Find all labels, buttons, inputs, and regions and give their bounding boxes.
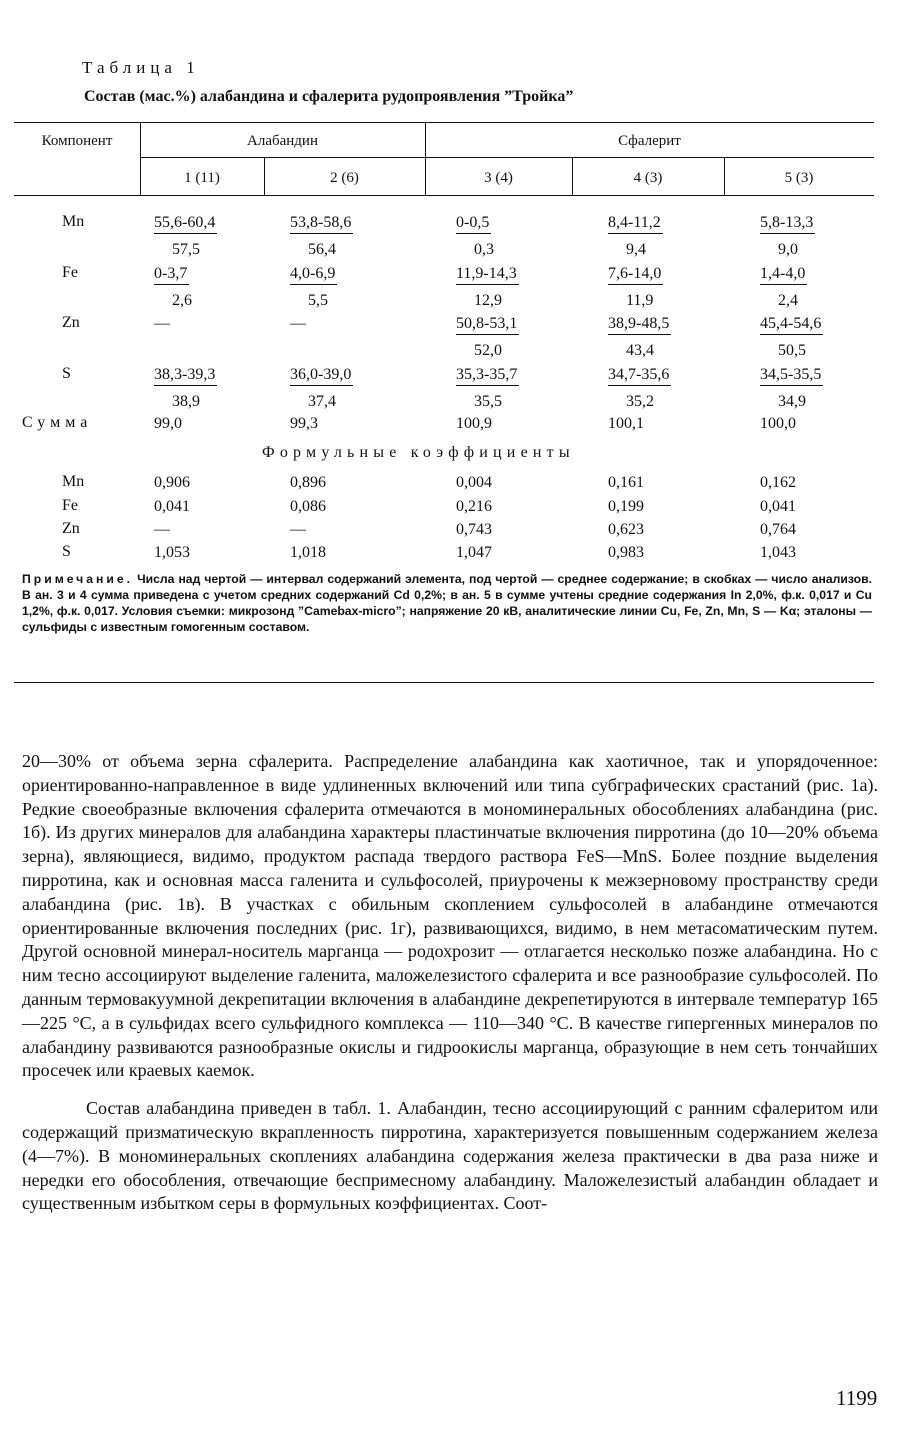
mean-value: 12,9 [474,292,502,309]
mean-value: 43,4 [626,342,654,359]
value-cell [760,314,856,360]
sum-label: Сумма [22,414,93,431]
value-cell [290,264,386,310]
mean-value: 37,4 [308,393,336,410]
value-cell [154,365,250,411]
sum-value: 100,1 [608,415,644,432]
mean-value: 11,9 [626,292,654,309]
coefficient-value: 0,004 [456,474,492,491]
range-value: 45,4-54,6 [760,314,823,335]
coefficient-value: 0,161 [608,474,644,491]
mean-value: 35,5 [474,393,502,410]
range-value: — [290,315,306,332]
coefficient-value: — [154,521,170,538]
value-cell [290,365,386,411]
coefficient-value: 0,162 [760,474,796,491]
row-label: S [62,543,71,560]
range-value: 11,9-14,3 [456,264,519,285]
coefficient-value: 1,018 [290,544,326,561]
row-label: Mn [62,213,85,230]
header-bottom-rule [14,195,874,196]
table-label: Таблица 1 [82,58,200,77]
range-value: 55,6-60,4 [154,213,217,234]
header-sphalerite: Сфалерит [618,133,681,149]
coefficient-value: 0,086 [290,498,326,515]
range-value: 38,3-39,3 [154,365,217,386]
sum-value: 100,9 [456,415,492,432]
range-value: 5,8-13,3 [760,213,815,234]
sum-value: 99,0 [154,415,182,432]
table-top-rule [14,122,874,123]
row-label: Mn [62,473,85,490]
paragraph: Состав алабандина приведен в табл. 1. Алабандин, тесно ассоциирующий с ранним сфалеритом или содержащий призматическую вкрапленность пирротина, характеризуется повышенным содержанием железа (4—7%). В мономинеральных скоплениях алабандина содержания железа практически в два раза ниже и нередки его обособления, отвечающие беспримесному алабандину. Маложелезистый алабандин обладает и существенным избытком серы в формульных коэффициентах. Соот- [22,1098,878,1214]
mean-value: 2,6 [172,292,192,309]
mean-value: 50,5 [778,342,806,359]
coefficient-value: — [290,521,306,538]
row-label: Zn [62,520,80,537]
row-label: Fe [62,264,78,281]
mean-value: 52,0 [474,342,502,359]
formula-subheading: Формульные коэффициенты [262,444,575,461]
sum-value: 100,0 [760,415,796,432]
coefficient-value: 0,216 [456,498,492,515]
value-cell [456,365,552,411]
range-value: 1,4-4,0 [760,264,807,285]
value-cell [456,314,552,360]
range-value: 0-0,5 [456,213,491,234]
range-value: 38,9-48,5 [608,314,671,335]
coefficient-value: 0,896 [290,474,326,491]
value-cell [608,213,704,259]
paragraph: 20—30% от объема зерна сфалерита. Распределение алабандина как хаотичное, так и упорядоченное: ориентированно-направленное в виде удлиненных включений или типа субграфических срастаний (рис. 1а). Редкие своеобразные включения сфалерита отмечаются в мономинеральных обособлениях алабандина (рис. 1б). Из других минералов для алабандина характеры пластинчатые включения пирротина (до 10—20% объема зерна), являющиеся, видимо, продуктом распада твердого раствора FeS—MnS. Более поздние выделения пирротина, как и основная масса галенита и сульфосолей, приурочены к межзерновому пространству среди алабандина (рис. 1в). В участках с обильным скоплением сульфосолей в алабандине отмечаются ориентированные включения последних (рис. 1г), развивающихся, видимо, в нем метасоматическим путем. Другой основной минерал-носитель марганца — родохрозит — отлагается несколько позже алабандина. Но с ним тесно ассоциируют выделение галенита, маложелезистого сфалерита и все разнообразие сульфосолей. По данным термовакуумной декрепитации включения в алабандине декрепетируются в интервале температур 165—225 °С, а в сульфидах всего сульфидного комплекса — 110—340 °С. В качестве гипергенных минералов по алабандину развиваются разнообразные окислы и гидроокислы марганца, образующие в нем сеть тончайших просечек или краевых каемок. [22,751,878,1081]
header-col: 1 (11) [184,170,220,186]
coefficient-value: 1,043 [760,544,796,561]
coefficient-value: 0,041 [154,498,190,515]
range-value: 4,0-6,9 [290,264,337,285]
table-title: Состав (мас.%) алабандина и сфалерита рудопроявления ”Тройка” [84,88,574,105]
mean-value: 9,0 [778,241,798,258]
range-value: — [154,315,170,332]
mean-value: 34,9 [778,393,806,410]
mean-value: 2,4 [778,292,798,309]
value-cell [608,314,704,360]
mean-value: 0,3 [474,241,494,258]
mean-value: 5,5 [308,292,328,309]
coefficient-value: 0,743 [456,521,492,538]
coefficient-value: 1,047 [456,544,492,561]
range-value: 34,7-35,6 [608,365,671,386]
header-col: 3 (4) [484,170,513,186]
body-text [22,750,878,1216]
mean-value: 56,4 [308,241,336,258]
value-cell [608,264,704,310]
table-note [22,571,872,635]
coefficient-value: 0,983 [608,544,644,561]
sum-value: 99,3 [290,415,318,432]
header-col: 2 (6) [330,170,359,186]
range-value: 36,0-39,0 [290,365,353,386]
value-cell [154,314,250,334]
range-value: 7,6-14,0 [608,264,663,285]
value-cell [760,365,856,411]
range-value: 0-3,7 [154,264,189,285]
range-value: 8,4-11,2 [608,213,663,234]
value-cell [456,213,552,259]
page-number: 1199 [836,1386,878,1410]
value-cell [760,213,856,259]
coefficient-value: 0,623 [608,521,644,538]
header-component: Компонент [41,133,113,149]
row-label: Fe [62,497,78,514]
table-bottom-rule [14,682,874,683]
coefficient-value: 0,041 [760,498,796,515]
value-cell [760,264,856,310]
mean-value: 38,9 [172,393,200,410]
row-label: S [62,365,71,382]
coefficient-value: 0,906 [154,474,190,491]
value-cell [456,264,552,310]
range-value: 53,8-58,6 [290,213,353,234]
header-alabandin: Алабандин [247,133,318,149]
range-value: 35,3-35,7 [456,365,519,386]
coefficient-value: 0,199 [608,498,644,515]
value-cell [608,365,704,411]
range-value: 34,5-35,5 [760,365,823,386]
note-label: Примечание. [22,572,134,586]
header-col: 5 (3) [784,170,814,186]
value-cell [154,213,250,259]
row-label: Zn [62,314,80,331]
coefficient-value: 1,053 [154,544,190,561]
mean-value: 9,4 [626,241,646,258]
mean-value: 57,5 [172,241,200,258]
value-cell [290,213,386,259]
value-cell [290,314,386,334]
range-value: 50,8-53,1 [456,314,519,335]
mean-value: 35,2 [626,393,654,410]
header-col: 4 (3) [633,170,663,186]
coefficient-value: 0,764 [760,521,796,538]
note-text: Числа над чертой — интервал содержаний элемента, под чертой — среднее содержание; в скобках — число анализов. В ан. 3 и 4 сумма приведена с учетом средних содержаний Cd 0,2%; в ан. 5 в сумме учтены средние содержания In 2,0%, ф.к. 0,017 и Cu 1,2%, ф.к. 0,017. Условия съемки: микрозонд ”Camebax-micro”; напряжение 20 кВ, аналитические линии Cu, Fe, Zn, Mn, S — Kα; эталоны — сульфиды с известным гомогенным составом. [22,572,872,634]
header-mid-rule [140,157,874,158]
value-cell [154,264,250,310]
